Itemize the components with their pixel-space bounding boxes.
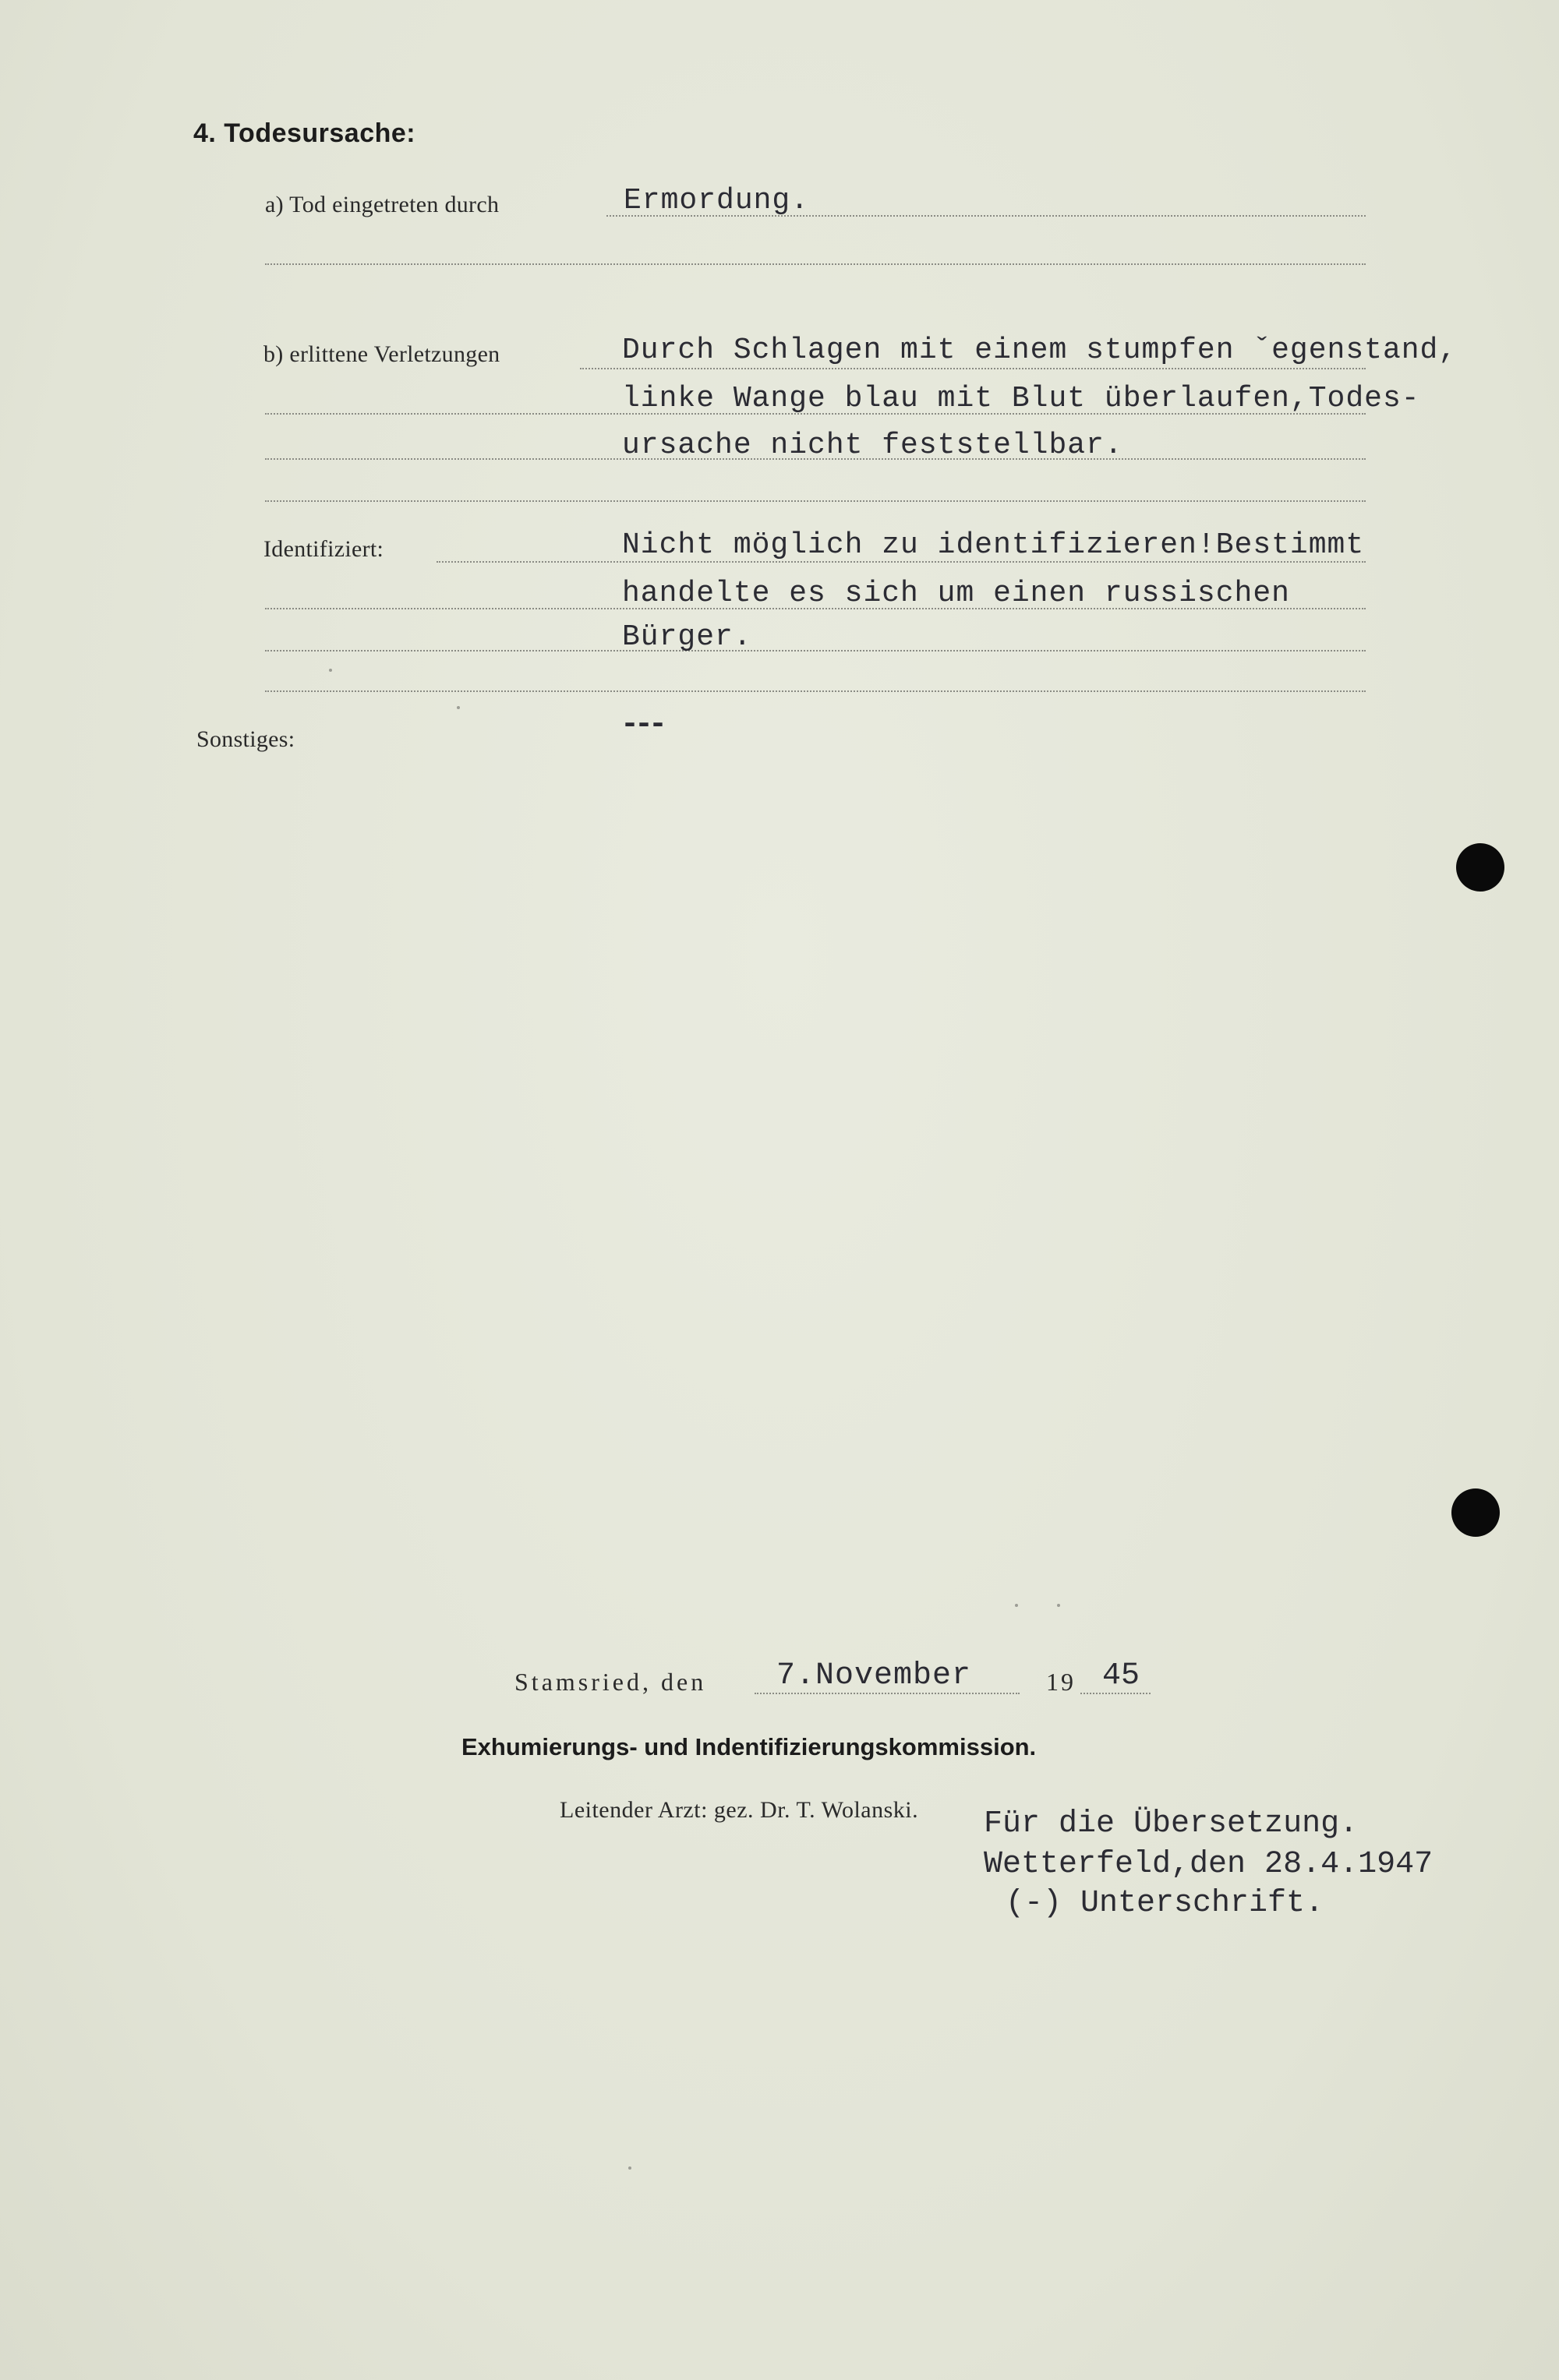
translation-line-3: (-) Unterschrift.	[1006, 1886, 1324, 1921]
dotted-line	[265, 263, 1366, 265]
dotted-line	[265, 690, 1366, 692]
section-heading: 4. Todesursache:	[193, 118, 416, 148]
identifiziert-line-2: handelte es sich um einen russischen	[622, 577, 1290, 610]
verletzungen-label: b) erlittene Verletzungen	[263, 341, 500, 367]
translation-line-1: Für die Übersetzung.	[984, 1806, 1359, 1841]
sonstiges-value: ---	[620, 708, 663, 743]
dotted-line	[265, 650, 1366, 651]
verletzungen-line-1: Durch Schlagen mit einem stumpfen ˇegenstand,	[622, 334, 1458, 367]
date-typed: 7.November	[776, 1658, 972, 1693]
verletzungen-line-2: linke Wange blau mit Blut überlaufen,Todes-	[622, 382, 1420, 415]
punch-hole	[1456, 843, 1504, 892]
translation-line-2: Wetterfeld,den 28.4.1947	[984, 1847, 1434, 1882]
sonstiges-label: Sonstiges:	[196, 726, 295, 752]
year-typed: 45	[1102, 1658, 1140, 1693]
verletzungen-line-3: ursache nicht feststellbar.	[622, 429, 1123, 462]
dotted-line	[265, 500, 1366, 502]
dotted-line	[580, 368, 1366, 369]
speck	[1057, 1604, 1060, 1607]
speck	[1015, 1604, 1018, 1607]
speck	[457, 706, 460, 709]
tod-value: Ermordung.	[624, 184, 810, 217]
doctor-signature: Leitender Arzt: gez. Dr. T. Wolanski.	[560, 1797, 919, 1823]
year-prefix: 19	[1046, 1668, 1076, 1696]
identifiziert-line-1: Nicht möglich zu identifizieren!Bestimmt	[622, 528, 1365, 562]
speck	[329, 669, 332, 672]
identifiziert-line-3: Bürger.	[622, 620, 752, 654]
identifiziert-label: Identifiziert:	[263, 536, 384, 562]
speck	[628, 2166, 631, 2170]
punch-hole	[1451, 1488, 1500, 1537]
commission-name: Exhumierungs- und Indentifizierungskommission.	[461, 1733, 1037, 1760]
place-prefix: Stamsried, den	[514, 1668, 707, 1696]
tod-label: a) Tod eingetreten durch	[265, 192, 500, 217]
